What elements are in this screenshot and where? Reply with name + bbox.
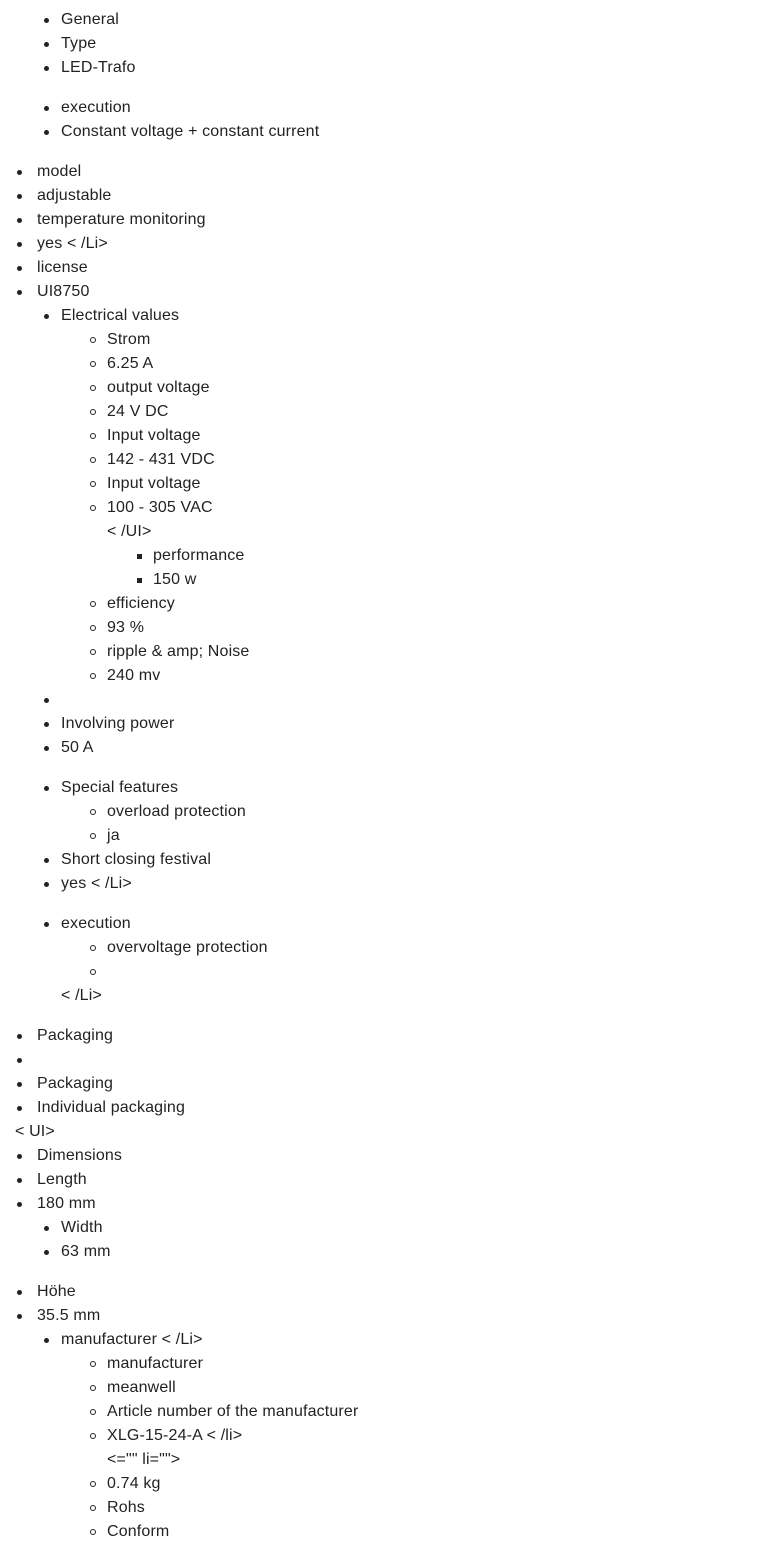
list-item-text: Electrical values <box>61 307 180 324</box>
list-item-text: adjustable <box>37 187 112 204</box>
list-item-text: Individual packaging <box>37 1099 185 1116</box>
list-item-text: overvoltage protection <box>107 939 268 956</box>
list-item-text: 6.25 A <box>107 355 154 372</box>
list-item-text: Packaging <box>37 1075 114 1092</box>
list-item-text: Length <box>37 1171 87 1188</box>
list-item-text: 93 % <box>107 619 145 636</box>
list-item-text: 63 mm <box>61 1243 111 1260</box>
list-item-text: output voltage <box>107 379 210 396</box>
list-item-text: ripple & amp; Noise <box>107 643 250 660</box>
list-item-text: 35.5 mm <box>37 1307 101 1324</box>
list-item-text: Short closing festival <box>61 851 212 868</box>
list-item-text: Höhe <box>37 1283 76 1300</box>
list-item-text: overload protection <box>107 803 246 820</box>
list-item-text: 180 mm <box>37 1195 96 1212</box>
list-item-text: Involving power <box>61 715 175 732</box>
list-item-text: execution <box>61 915 131 932</box>
list-item-text: Conform <box>107 1523 170 1540</box>
list-item-text: General <box>61 11 119 28</box>
list-item-text: 240 mv <box>107 667 161 684</box>
list-item-text: Constant voltage + constant current <box>61 123 320 140</box>
list-item-text: < /UI> <box>107 523 152 540</box>
list-item-text: XLG-15-24-A < /li> <box>107 1427 243 1444</box>
list-item-text: Special features <box>61 779 179 796</box>
list-item-text: 0.74 kg <box>107 1475 161 1492</box>
list-item-text: <="" li=""> <box>107 1451 181 1468</box>
list-item-text: 24 V DC <box>107 403 169 420</box>
list-item-text: meanwell <box>107 1379 176 1396</box>
list-item-text: 50 A <box>61 739 94 756</box>
list-item-text: yes < /Li> <box>61 875 132 892</box>
list-item-text: performance <box>153 547 245 564</box>
list-item-text: Dimensions <box>37 1147 123 1164</box>
list-item-text: manufacturer <box>107 1355 204 1372</box>
list-item-text: manufacturer < /Li> <box>61 1331 203 1348</box>
list-item-text: ja <box>107 827 120 844</box>
list-item-text: Width <box>61 1219 103 1236</box>
list-item-text: Rohs <box>107 1499 145 1516</box>
list-item-text: Article number of the manufacturer <box>107 1403 359 1420</box>
list-item-text: UI8750 <box>37 283 90 300</box>
list-item-text: Strom <box>107 331 151 348</box>
list-item-text: license <box>37 259 88 276</box>
list-item-text: LED-Trafo <box>61 59 136 76</box>
list-item-text: Type <box>61 35 97 52</box>
list-item-text: temperature monitoring <box>37 211 206 228</box>
list-item-text: Packaging <box>37 1027 114 1044</box>
list-item-text: Input voltage <box>107 475 201 492</box>
list-item-text: yes < /Li> <box>37 235 108 252</box>
list-item-text: Input voltage <box>107 427 201 444</box>
list-item-text: 150 w <box>153 571 197 588</box>
list-item-text: 100 - 305 VAC <box>107 499 213 516</box>
list-item-text: efficiency <box>107 595 175 612</box>
list-item-text: model <box>37 163 82 180</box>
list-item-text: execution <box>61 99 131 116</box>
list-item-text: < /Li> <box>61 987 102 1004</box>
list-item-text: 142 - 431 VDC <box>107 451 215 468</box>
list-item-text: < UI> <box>15 1123 55 1140</box>
